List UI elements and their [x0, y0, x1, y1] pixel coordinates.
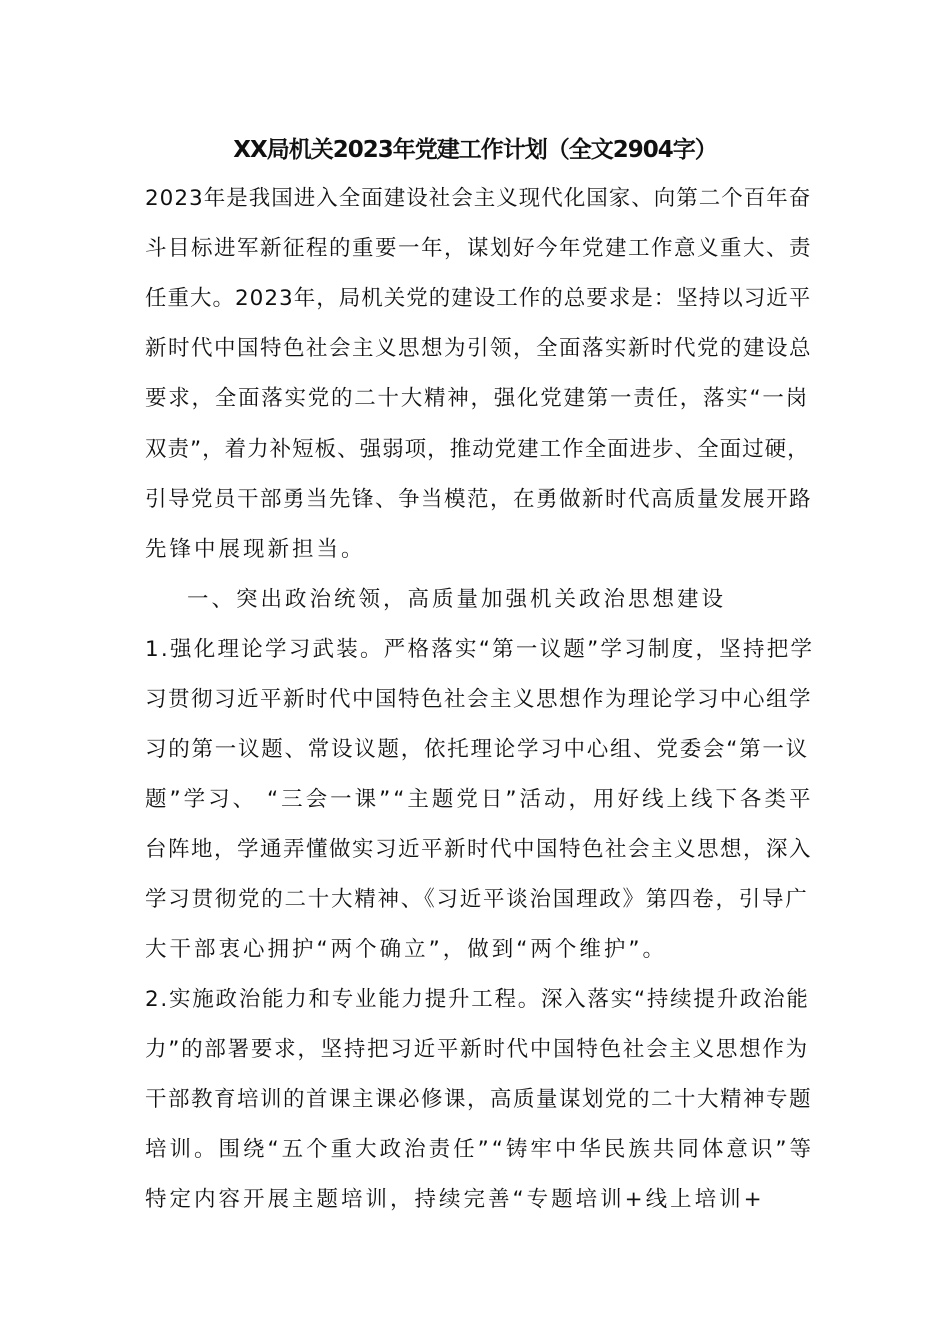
- document-title: XX局机关2023年党建工作计划（全文2904字）: [233, 137, 717, 163]
- text-line-21: 特定内容开展主题培训，持续完善“专题培训+线上培训+: [145, 1187, 765, 1212]
- text-line-4: 新时代中国特色社会主义思想为引领，全面落实新时代党的建设总: [145, 336, 813, 361]
- text-line-11: 习贯彻习近平新时代中国特色社会主义思想作为理论学习中心组学: [145, 687, 813, 712]
- text-line-1: 2023年是我国进入全面建设社会主义现代化国家、向第二个百年奋: [145, 186, 812, 211]
- text-line-19: 干部教育培训的首课主课必修课，高质量谋划党的二十大精神专题: [145, 1087, 813, 1112]
- text-line-7: 引导党员干部勇当先锋、争当模范，在勇做新时代高质量发展开路: [145, 487, 813, 512]
- text-line-2: 斗目标进军新征程的重要一年，谋划好今年党建工作意义重大、责: [145, 236, 813, 261]
- text-line-14: 台阵地，学通弄懂做实习近平新时代中国特色社会主义思想，深入: [145, 837, 813, 862]
- text-line-8: 先锋中展现新担当。: [145, 537, 366, 562]
- section-heading: 一、突出政治统领，高质量加强机关政治思想建设: [187, 587, 727, 612]
- text-line-16: 大干部衷心拥护“两个确立”，做到“两个维护”。: [145, 937, 668, 962]
- text-line-10: 1.强化理论学习武装。严格落实“第一议题”学习制度，坚持把学: [145, 637, 815, 662]
- text-line-6: 双责”，着力补短板、强弱项，推动党建工作全面进步、全面过硬，: [145, 437, 810, 462]
- text-line-17: 2.实施政治能力和专业能力提升工程。深入落实“持续提升政治能: [145, 987, 810, 1012]
- text-line-13: 题”学习、 “三会一课”“主题党日”活动，用好线上线下各类平: [145, 787, 814, 812]
- text-line-12: 习的第一议题、常设议题，依托理论学习中心组、党委会“第一议: [145, 737, 809, 762]
- text-line-20: 培训。围绕“五个重大政治责任”“铸牢中华民族共同体意识”等: [145, 1137, 815, 1162]
- text-line-3: 任重大。2023年，局机关党的建设工作的总要求是：坚持以习近平: [145, 286, 812, 311]
- text-line-5: 要求，全面落实党的二十大精神，强化党建第一责任，落实“一岗: [145, 386, 809, 411]
- text-line-15: 学习贯彻党的二十大精神、《习近平谈治国理政》第四卷，引导广: [145, 887, 809, 912]
- text-line-18: 力”的部署要求，坚持把习近平新时代中国特色社会主义思想作为: [145, 1037, 809, 1062]
